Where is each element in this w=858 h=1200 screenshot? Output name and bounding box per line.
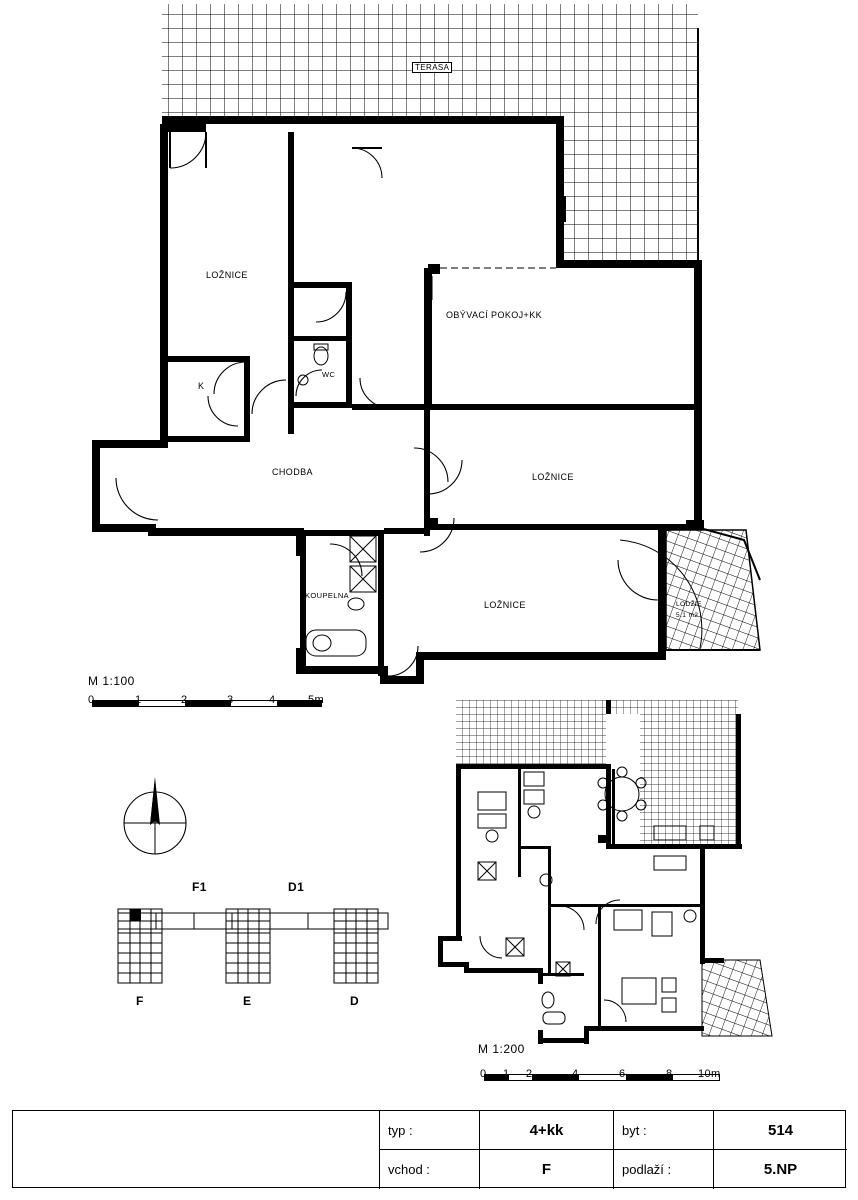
room-label-obyvaci-pokoj-kk: OBÝVACÍ POKOJ+KK bbox=[446, 310, 543, 320]
title-key-typ: typ : bbox=[379, 1111, 479, 1150]
room-label-loznice-1: LOŽNICE bbox=[206, 270, 248, 280]
title-value-byt: 514 bbox=[713, 1111, 847, 1150]
highlighted-unit-marker bbox=[130, 909, 141, 921]
key-scale-tick-6: 6 bbox=[619, 1068, 626, 1080]
main-scale-bar bbox=[92, 700, 322, 707]
room-area-lodzie: 5.1 m2 bbox=[676, 612, 699, 619]
key-scale-tick-4: 4 bbox=[572, 1068, 579, 1080]
key-scale-tick-0: 0 bbox=[480, 1068, 487, 1080]
riser-label-f: F bbox=[136, 994, 144, 1008]
riser-label-d1: D1 bbox=[288, 880, 305, 894]
main-scale-tick-5: 5m bbox=[308, 694, 325, 706]
terrace-tiling bbox=[162, 4, 699, 260]
terrace-threshold bbox=[440, 268, 658, 528]
riser-label-f1: F1 bbox=[192, 880, 207, 894]
title-block-grid bbox=[379, 1111, 847, 1189]
room-label-chodba: CHODBA bbox=[272, 467, 313, 477]
room-label-lodzie: LODŽIE bbox=[676, 601, 702, 608]
key-scale-tick-8: 8 bbox=[666, 1068, 673, 1080]
room-label-wc: WC bbox=[322, 370, 336, 379]
room-label-loznice-2: LOŽNICE bbox=[532, 472, 574, 482]
key-scale-tick-10: 10m bbox=[698, 1068, 721, 1080]
title-key-byt: byt : bbox=[613, 1111, 713, 1150]
key-scale-bar bbox=[484, 1074, 720, 1081]
loggia-tiling bbox=[620, 528, 760, 650]
main-scale-label: M 1:100 bbox=[88, 674, 135, 688]
key-scale-tick-2: 2 bbox=[526, 1068, 533, 1080]
key-scale-label: M 1:200 bbox=[478, 1042, 525, 1056]
main-scale-tick-1: 1 bbox=[135, 694, 142, 706]
main-scale-tick-3: 3 bbox=[227, 694, 234, 706]
room-label-koupelna: KOUPELNA bbox=[305, 591, 350, 600]
main-scale-tick-4: 4 bbox=[269, 694, 276, 706]
key-scale-tick-1: 1 bbox=[503, 1068, 510, 1080]
title-value-typ: 4+kk bbox=[479, 1111, 613, 1150]
title-block bbox=[12, 1110, 846, 1188]
title-key-vchod: vchod : bbox=[379, 1150, 479, 1189]
main-scale-tick-0: 0 bbox=[88, 694, 95, 706]
title-value-vchod: F bbox=[479, 1150, 613, 1189]
riser-label-d: D bbox=[350, 994, 360, 1008]
room-label-terasa: TERASA bbox=[412, 62, 452, 73]
title-key-podlazi: podlaží : bbox=[613, 1150, 713, 1189]
room-label-loznice-3: LOŽNICE bbox=[484, 600, 526, 610]
title-value-podlazi: 5.NP bbox=[713, 1150, 847, 1189]
main-scale-tick-2: 2 bbox=[181, 694, 188, 706]
compass-rose bbox=[119, 775, 191, 857]
riser-label-e: E bbox=[243, 994, 252, 1008]
room-label-k: K bbox=[198, 381, 205, 391]
